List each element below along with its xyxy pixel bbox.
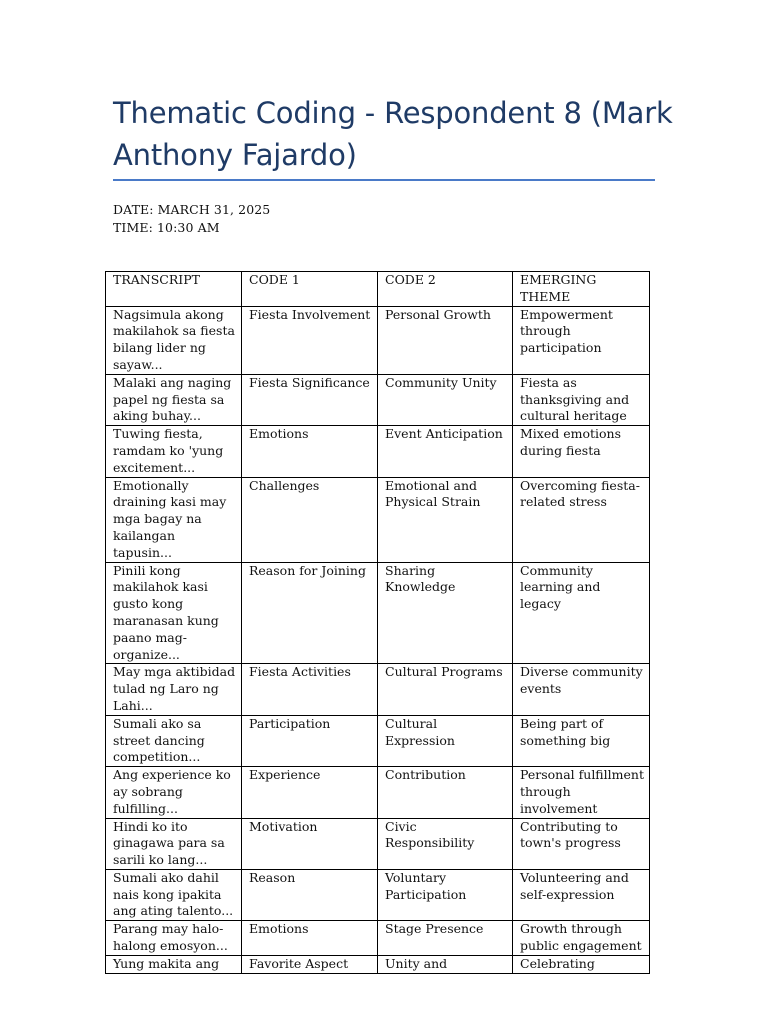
theme-cell: Fiesta as thanksgiving and cultural heritage — [513, 374, 650, 425]
code-1-cell: Experience — [242, 767, 378, 818]
table-row — [106, 869, 650, 920]
theme-cell: Mixed emotions during fiesta — [513, 426, 650, 477]
code-1-cell: Fiesta Involvement — [242, 306, 378, 374]
transcript-cell: Hindi ko ito ginagawa para sa sarili ko lang... — [106, 818, 242, 869]
time-line: TIME: 10:30 AM — [113, 220, 220, 235]
table-row — [106, 955, 650, 973]
code-1-cell: Emotions — [242, 426, 378, 477]
table-row — [106, 664, 650, 715]
header-emerging-theme: EMERGING THEME — [513, 272, 650, 307]
code-2-cell: Sharing Knowledge — [378, 562, 513, 664]
table-row — [106, 426, 650, 477]
header-transcript: TRANSCRIPT — [106, 272, 242, 307]
code-2-cell: Unity and — [378, 955, 513, 973]
code-1-cell: Participation — [242, 715, 378, 766]
theme-cell: Overcoming fiesta-related stress — [513, 477, 650, 562]
code-2-cell: Cultural Programs — [378, 664, 513, 715]
theme-cell: Volunteering and self-expression — [513, 869, 650, 920]
theme-cell: Community learning and legacy — [513, 562, 650, 664]
thematic-coding-table — [105, 271, 650, 974]
table-header-row — [106, 272, 650, 307]
code-2-cell: Contribution — [378, 767, 513, 818]
theme-cell: Growth through public engagement — [513, 921, 650, 956]
code-2-cell: Personal Growth — [378, 306, 513, 374]
table-row — [106, 477, 650, 562]
transcript-cell: May mga aktibidad tulad ng Laro ng Lahi... — [106, 664, 242, 715]
table-row — [106, 306, 650, 374]
title-underline — [113, 179, 655, 181]
theme-cell: Empowerment through participation — [513, 306, 650, 374]
table-row — [106, 374, 650, 425]
date-line: DATE: MARCH 31, 2025 — [113, 202, 271, 217]
code-1-cell: Emotions — [242, 921, 378, 956]
code-1-cell: Motivation — [242, 818, 378, 869]
theme-cell: Personal fulfillment through involvement — [513, 767, 650, 818]
transcript-cell: Emotionally draining kasi may mga bagay na kailangan tapusin... — [106, 477, 242, 562]
transcript-cell: Parang may halo-halong emosyon... — [106, 921, 242, 956]
table-row — [106, 921, 650, 956]
code-2-cell: Stage Presence — [378, 921, 513, 956]
transcript-cell: Pinili kong makilahok kasi gusto kong maranasan kung paano mag-organize... — [106, 562, 242, 664]
transcript-cell: Ang experience ko ay sobrang fulfilling... — [106, 767, 242, 818]
table-row — [106, 562, 650, 664]
transcript-cell: Malaki ang naging papel ng fiesta sa aking buhay... — [106, 374, 242, 425]
header-code-2: CODE 2 — [378, 272, 513, 307]
code-2-cell: Cultural Expression — [378, 715, 513, 766]
code-2-cell: Event Anticipation — [378, 426, 513, 477]
theme-cell: Diverse community events — [513, 664, 650, 715]
theme-cell: Being part of something big — [513, 715, 650, 766]
table-row — [106, 767, 650, 818]
code-2-cell: Civic Responsibility — [378, 818, 513, 869]
document-title: Thematic Coding - Respondent 8 (Mark Anthony Fajardo) — [113, 96, 673, 172]
transcript-cell: Yung makita ang — [106, 955, 242, 973]
table-row — [106, 715, 650, 766]
code-1-cell: Challenges — [242, 477, 378, 562]
code-2-cell: Voluntary Participation — [378, 869, 513, 920]
code-2-cell: Emotional and Physical Strain — [378, 477, 513, 562]
transcript-cell: Sumali ako dahil nais kong ipakita ang ating talento... — [106, 869, 242, 920]
header-code-1: CODE 1 — [242, 272, 378, 307]
code-1-cell: Reason — [242, 869, 378, 920]
transcript-cell: Sumali ako sa street dancing competition... — [106, 715, 242, 766]
code-1-cell: Favorite Aspect — [242, 955, 378, 973]
code-1-cell: Fiesta Activities — [242, 664, 378, 715]
code-2-cell: Community Unity — [378, 374, 513, 425]
code-1-cell: Reason for Joining — [242, 562, 378, 664]
code-1-cell: Fiesta Significance — [242, 374, 378, 425]
theme-cell: Celebrating — [513, 955, 650, 973]
transcript-cell: Tuwing fiesta, ramdam ko 'yung excitement... — [106, 426, 242, 477]
table-row — [106, 818, 650, 869]
theme-cell: Contributing to town's progress — [513, 818, 650, 869]
transcript-cell: Nagsimula akong makilahok sa fiesta bilang lider ng sayaw... — [106, 306, 242, 374]
